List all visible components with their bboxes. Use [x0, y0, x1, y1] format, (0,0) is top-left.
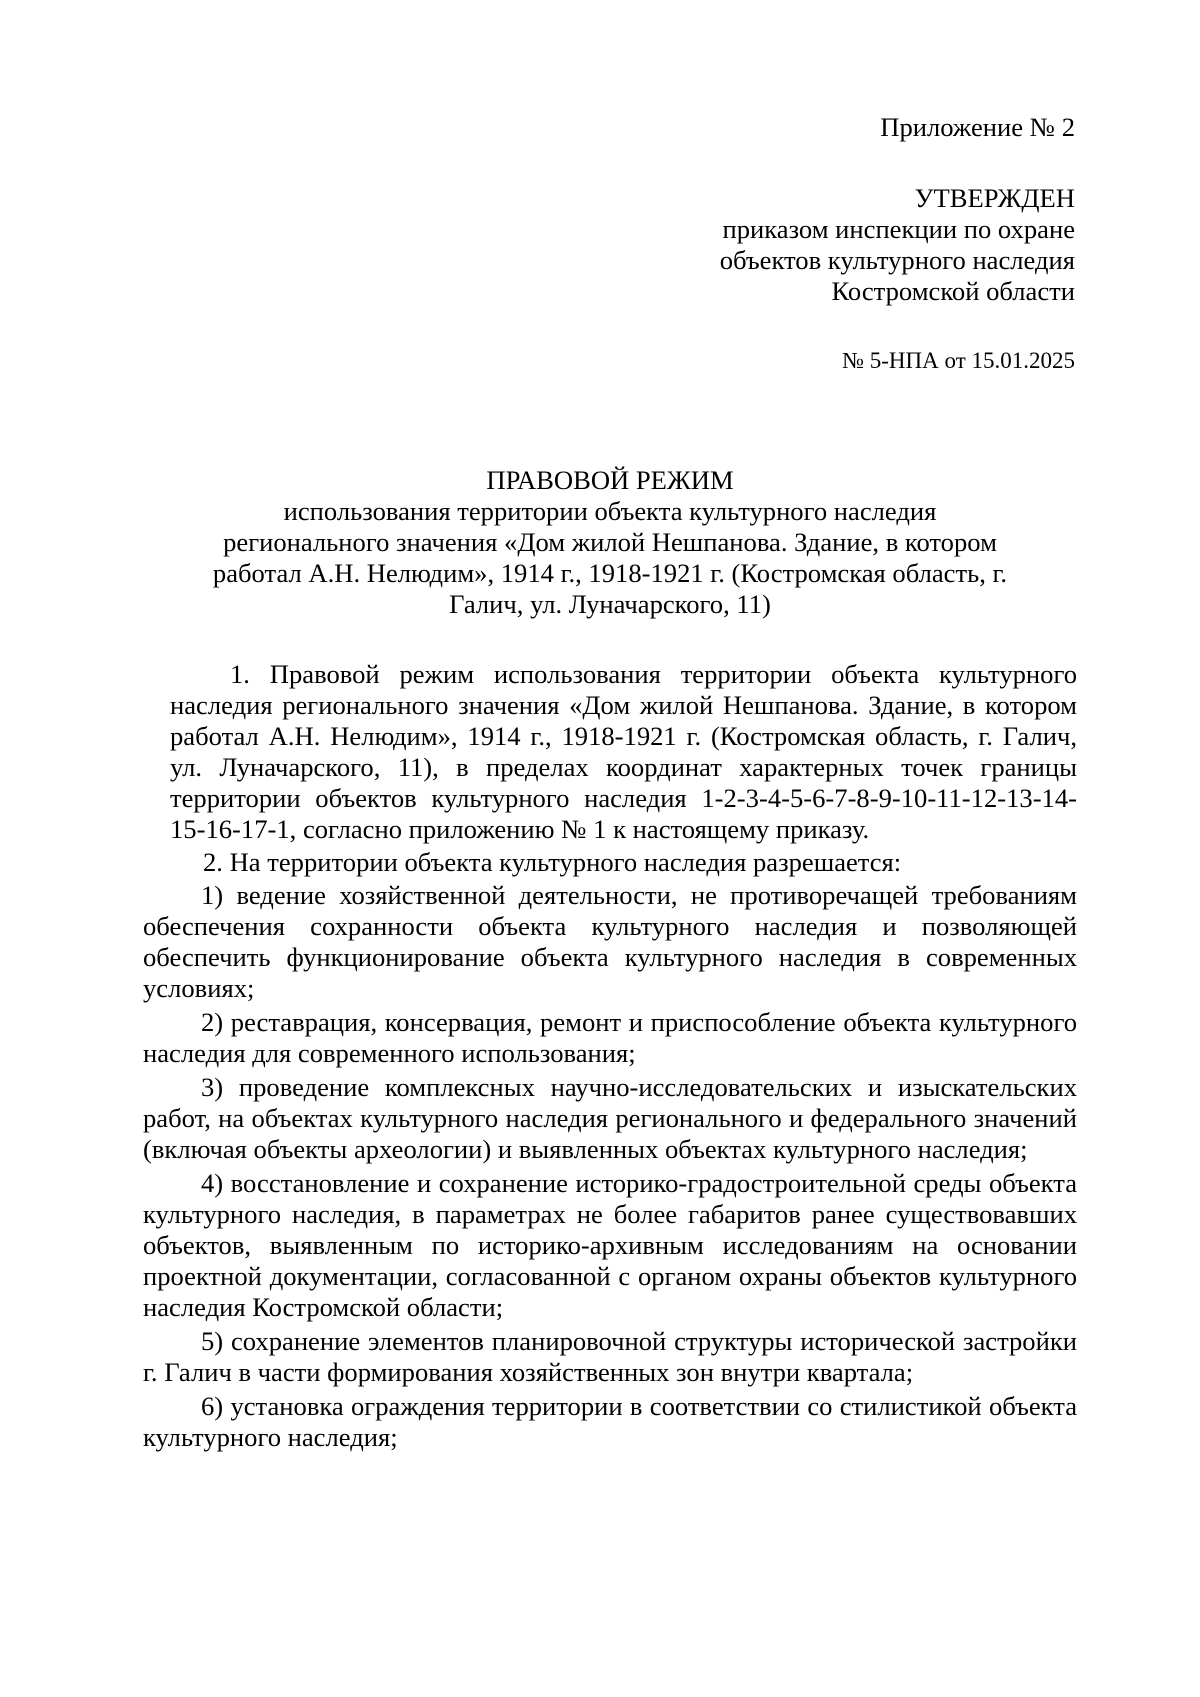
list-item: 5) сохранение элементов планировочной структуры исторической застройки г. Галич в части формирования хозяйственных зон внутри квартала;: [143, 1326, 1077, 1387]
approved-label: УТВЕРЖДЕН: [914, 183, 1075, 213]
approved-by-line: приказом инспекции по охране: [722, 214, 1075, 244]
title-line: Галич, ул. Луначарского, 11): [449, 589, 771, 619]
list-item: 2) реставрация, консервация, ремонт и приспособление объекта культурного наследия для современного использования;: [143, 1007, 1077, 1068]
title-line: работал А.Н. Нелюдим», 1914 г., 1918-1921 г. (Костромская область, г.: [212, 558, 1008, 588]
approval-block: [720, 183, 1075, 307]
order-number: № 5-НПА от 15.01.2025: [842, 348, 1075, 373]
approved-by-line: Костромской области: [831, 276, 1075, 306]
list-item: 4) восстановление и сохранение историко-градостроительной среды объекта культурного наследия, в параметрах не более габаритов ранее существовавших объектов, выявленным по историко-архивным исследованиям на основании проектной документации, согласованной с органом охраны объектов культурного наследия Костромской области;: [143, 1168, 1077, 1322]
document-body: [143, 659, 1077, 1456]
document-title: [140, 465, 1080, 620]
title-heading: ПРАВОВОЙ РЕЖИМ: [486, 465, 734, 495]
title-line: регионального значения «Дом жилой Нешпанова. Здание, в котором: [223, 527, 997, 557]
paragraph-2: 2. На территории объекта культурного наследия разрешается:: [203, 847, 902, 877]
list-item: 3) проведение комплексных научно-исследовательских и изыскательских работ, на объектах культурного наследия регионального и федерального значений (включая объекты археологии) и выявленных объектах культурного наследия;: [143, 1072, 1077, 1164]
paragraph-1: 1. Правовой режим использования территории объекта культурного наследия регионального значения «Дом жилой Нешпанова. Здание, в котором работал А.Н. Нелюдим», 1914 г., 1918-1921 г. (Костромская область, г. Галич, ул. Луначарского, 11), в пределах координат характерных точек границы территории объектов культурного наследия 1-2-3-4-5-6-7-8-9-10-11-12-13-14-15-16-17-1, согласно приложению № 1 к настоящему приказу.: [170, 659, 1077, 844]
title-line: использования территории объекта культурного наследия: [283, 496, 937, 526]
approved-by-line: объектов культурного наследия: [719, 245, 1075, 275]
list-item: 1) ведение хозяйственной деятельности, не противоречащей требованиям обеспечения сохранности объекта культурного наследия и позволяющей обеспечить функционирование объекта культурного наследия в современных условиях;: [143, 880, 1077, 1003]
annex-label: Приложение № 2: [880, 112, 1075, 142]
list-item: 6) установка ограждения территории в соответствии со стилистикой объекта культурного наследия;: [143, 1391, 1077, 1452]
